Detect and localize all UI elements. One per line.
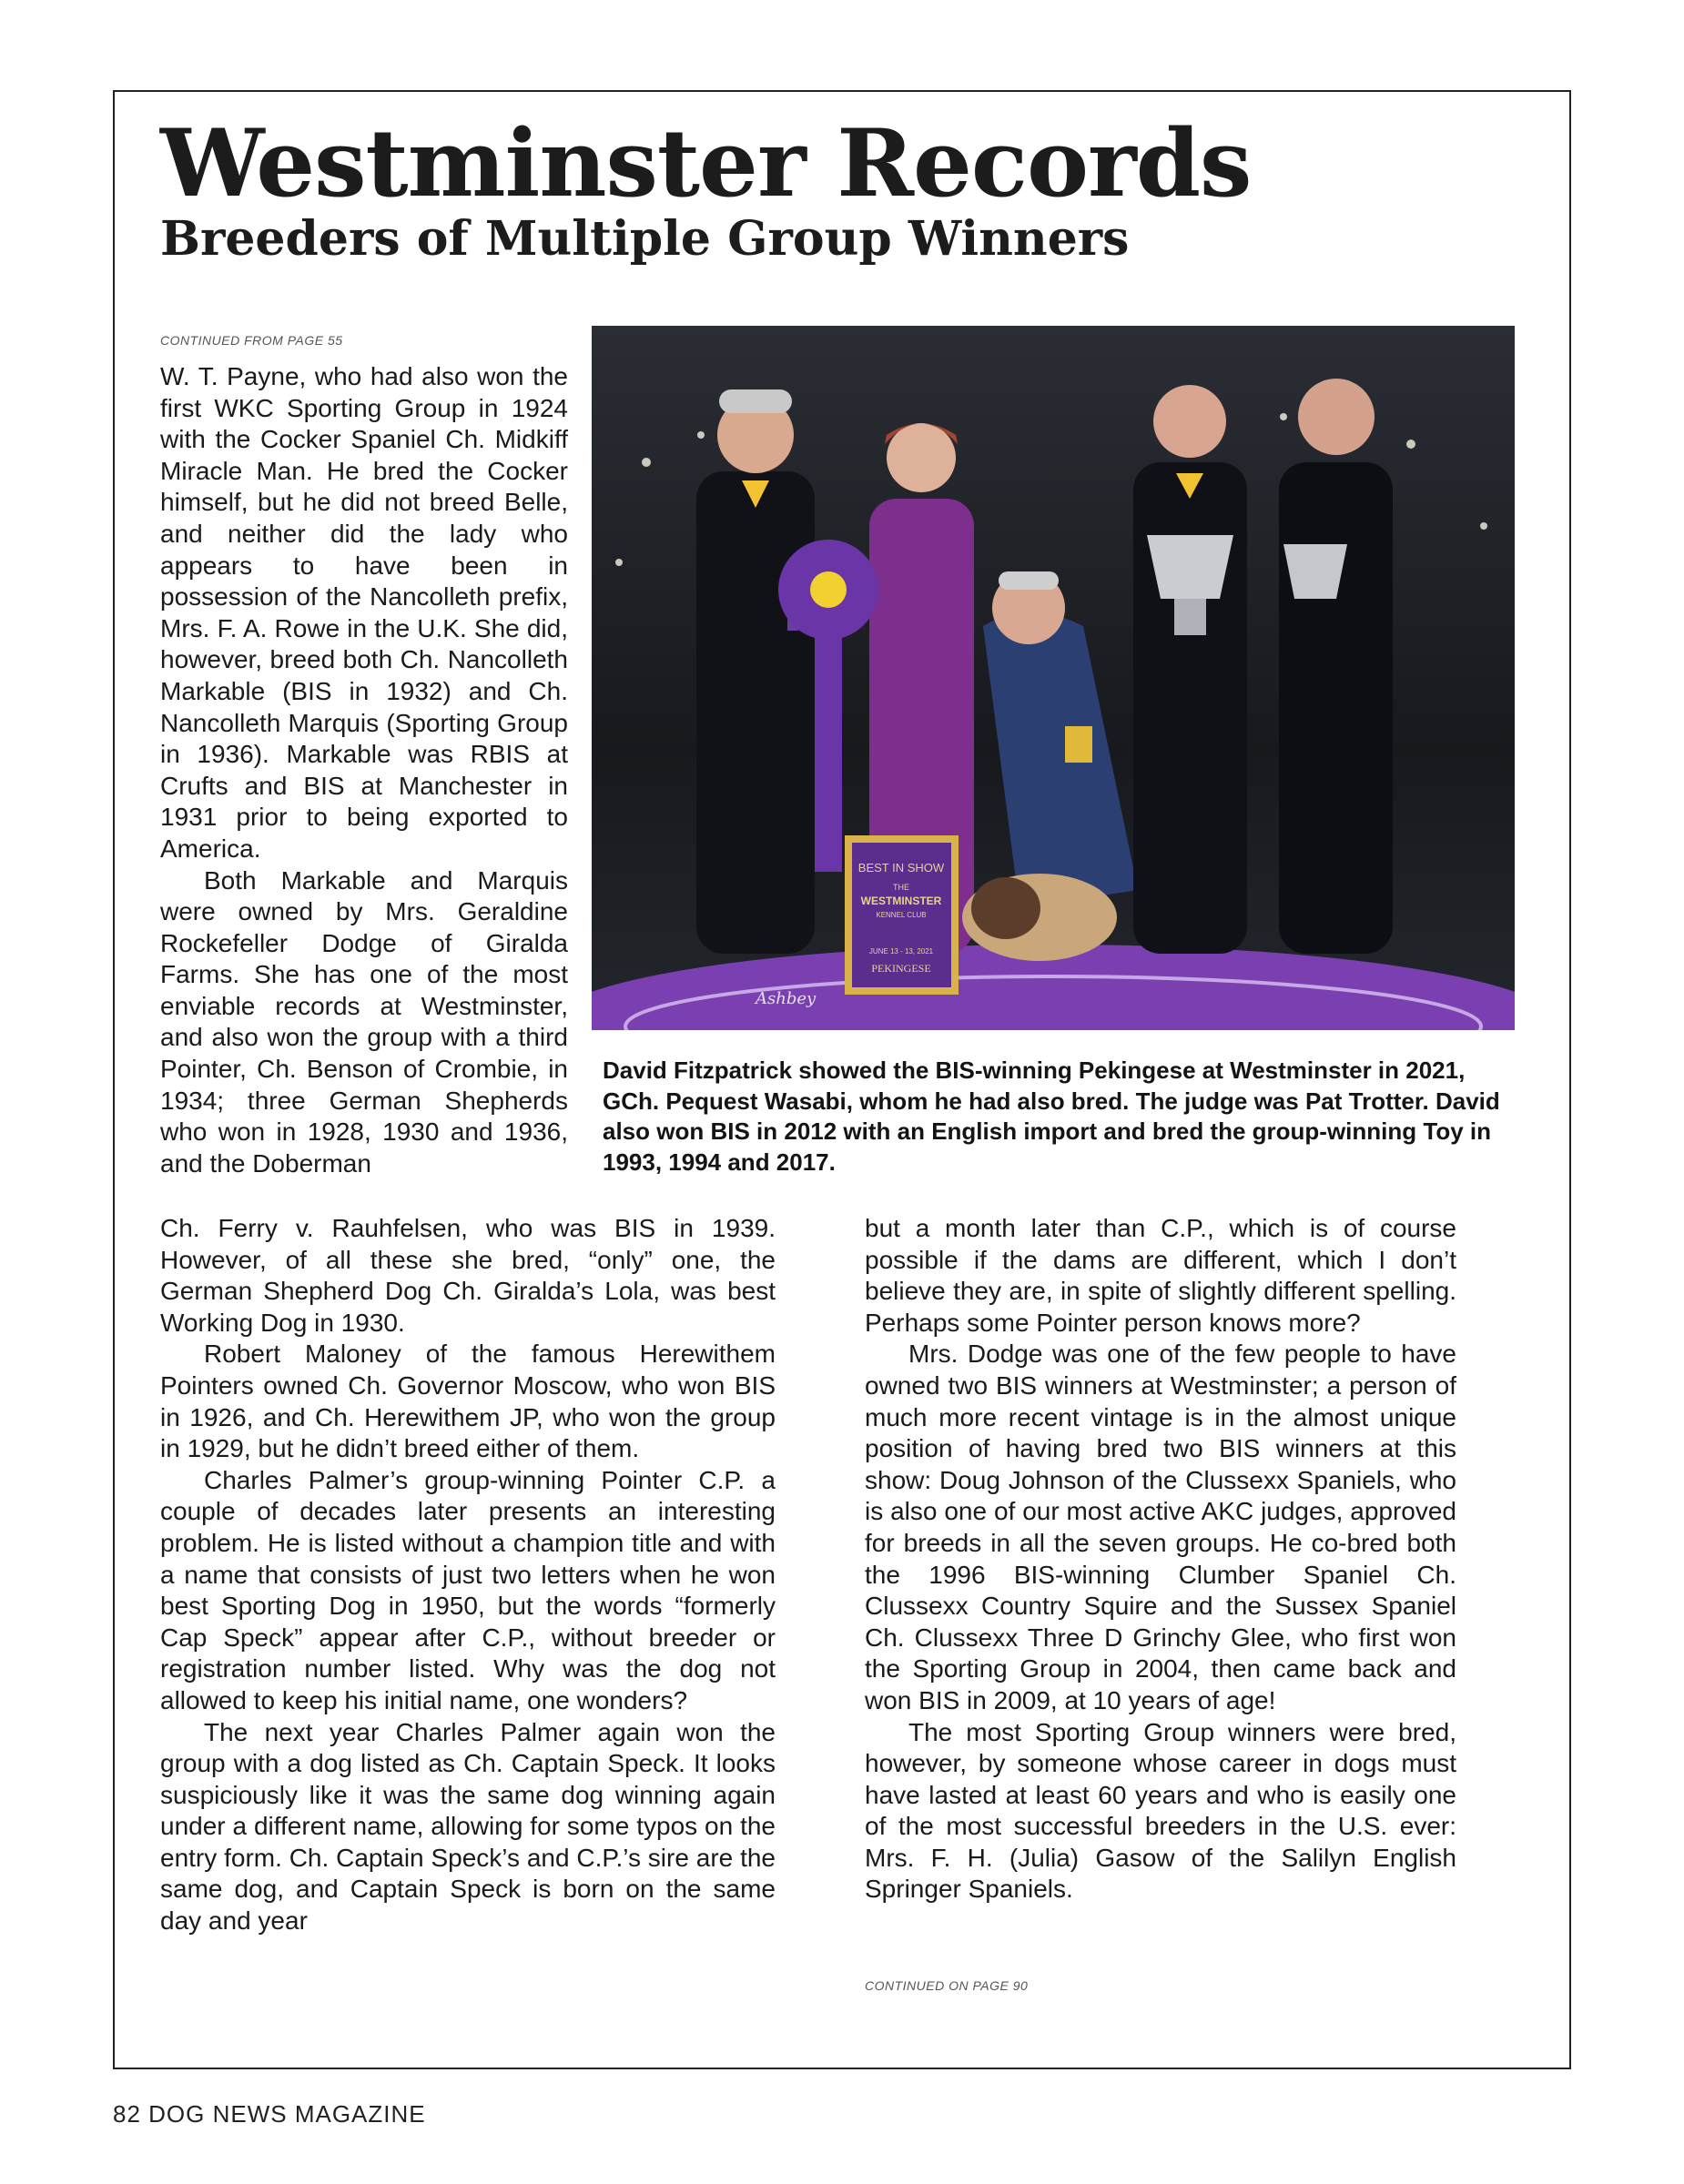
article-column-right [865,1213,1456,1906]
photo-caption: David Fitzpatrick showed the BIS-winning Pekingese at Westminster in 2021, GCh. Pequest Wasabi, whom he had also bred. The judge was Pat Trotter. David also won BIS in 2012 with an English import and bred the group-winning Toy in 1993, 1994 and 2017. [603,1057,1500,1176]
continued-from-note: CONTINUED FROM PAGE 55 [160,333,343,348]
continued-on-note: CONTINUED ON PAGE 90 [865,1978,1029,1993]
article-column-left-top [160,361,568,1179]
sign-text: THE [893,883,909,892]
sign-text: WESTMINSTER [860,895,942,907]
paragraph: W. T. Payne, who had also won the first WKC Sporting Group in 1924 with the Cocker Spaniel Ch. Midkiff Miracle Man. He bred the Cocker himself, but he did not breed Belle, and neither did the lady who appears to have been in possession of the Nancolleth prefix, Mrs. F. A. Rowe in the U.K. She did, however, breed both Ch. Nancolleth Markable (BIS in 1932) and Ch. Nancolleth Marquis (Sporting Group in 1936). Markable was RBIS at Crufts and BIS at Manchester in 1931 prior to being exported to America. [160,362,568,863]
page-footer: 82 DOG NEWS MAGAZINE [113,2100,426,2128]
photo-credit: Ashbey [756,989,817,1008]
sign-text: JUNE 13 - 13, 2021 [868,947,934,956]
sign-text: KENNEL CLUB [876,911,927,919]
paragraph: Both Markable and Marquis were owned by Mrs. Geraldine Rockefeller Dodge of Giralda Farms. She has one of the most enviable records at Westminster, and also won the group with a third Pointer, Ch. Benson of Crombie, in 1934; three German Shepherds who won in 1928, 1930 and 1936, and the Doberman [160,865,568,1178]
westminster-photo [592,326,1515,1030]
paragraph: The most Sporting Group winners were bred, however, by someone whose career in dogs must have lasted at least 60 years and who is easily one of the most successful breeders in the U.S. ever: Mrs. F. H. (Julia) Gasow of the Salilyn English Springer Spaniels. [865,1717,1456,1904]
photo-illustration [592,326,1515,1030]
sign-text: BEST IN SHOW [857,861,945,875]
sign-text: PEKINGESE [871,962,931,975]
article-column-left-bottom [160,1213,776,1937]
paragraph: Robert Maloney of the famous Herewithem Pointers owned Ch. Governor Moscow, who won BIS in 1926, and Ch. Herewithem JP, who won the group in 1929, but he didn’t breed either of them. [160,1340,776,1463]
paragraph: Ch. Ferry v. Rauhfelsen, who was BIS in 1939. However, of all these she bred, “only” one, the German Shepherd Dog Ch. Giralda’s Lola, was best Working Dog in 1930. [160,1214,776,1337]
paragraph: Charles Palmer’s group-winning Pointer C.P. a couple of decades later presents an interesting problem. He is listed without a champion title and with a name that consists of just two letters when he won best Sporting Dog in 1950, but the words “formerly Cap Speck” appear after C.P., without breeder or registration number listed. Why was the dog not allowed to keep his initial name, one wonders? [160,1465,776,1714]
page-subtitle: Breeders of Multiple Group Winners [160,211,1130,267]
page-title: Westminster Records [160,109,1252,218]
paragraph: Mrs. Dodge was one of the few people to have owned two BIS winners at Westminster; a person of much more recent vintage is in the almost unique position of having bred two BIS winners at this show: Doug Johnson of the Clussexx Spaniels, who is also one of our most active AKC judges, approved for breeds in all the seven groups. He co-bred both the 1996 BIS-winning Clumber Spaniel Ch. Clussexx Country Squire and the Sussex Spaniel Ch. Clussexx Three D Grinchy Glee, who first won the Sporting Group in 2004, then came back and won BIS in 2009, at 10 years of age! [865,1340,1456,1714]
paragraph: The next year Charles Palmer again won the group with a dog listed as Ch. Captain Speck. It looks suspiciously like it was the same dog winning again under a different name, allowing for some typos on the entry form. Ch. Captain Speck’s and C.P.’s sire are the same dog, and Captain Speck is born on the same day and year [160,1717,776,1936]
paragraph: but a month later than C.P., which is of course possible if the dams are different, which I don’t believe they are, in spite of slightly different spelling. Perhaps some Pointer person knows more? [865,1214,1456,1337]
